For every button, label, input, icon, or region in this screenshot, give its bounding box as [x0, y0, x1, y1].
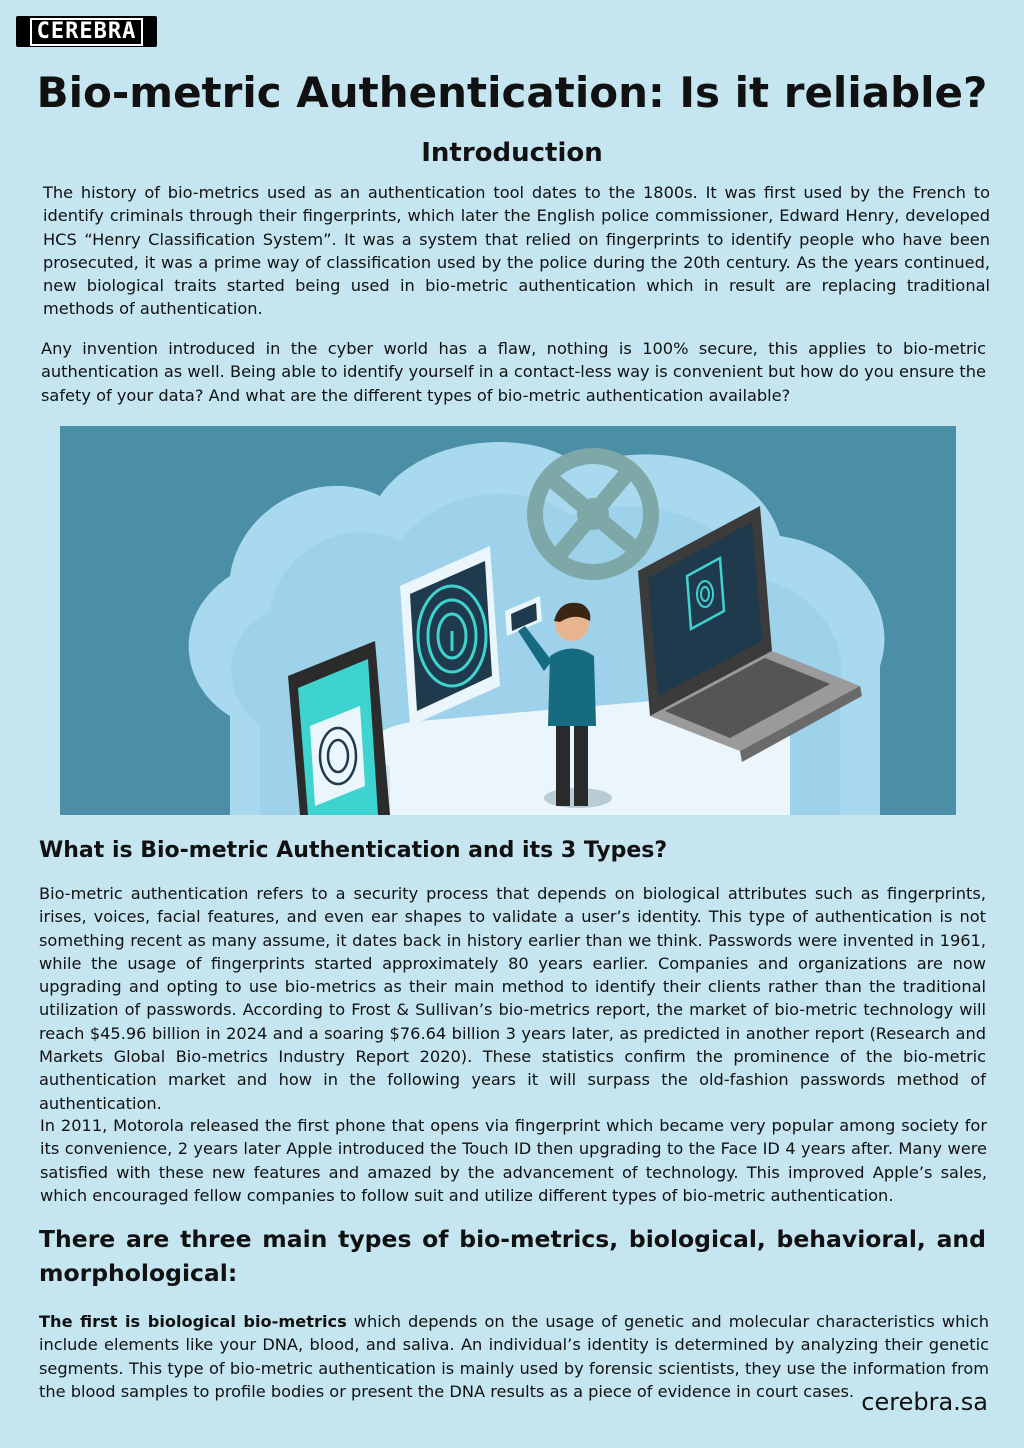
biological-text: which depends on the usage of genetic and molecular characteristics which include elements like your DNA, blood, and saliva. An individual’s identity is determined by analyzing their genetic segments. This type of bio-metric authentication is mainly used by forensic scientists, they use the information from the blood samples to profile bodies or present the DNA results as a piece of evidence in court cases. — [39, 1312, 989, 1401]
section1-paragraph-2: In 2011, Motorola released the first phone that opens via fingerprint which became very popular among society for its convenience, 2 years later Apple introduced the Touch ID then upgrading to the Face ID 4 years after. Many were satisfied with these new features and amazed by the advancement of technology. This improved Apple’s sales, which encouraged fellow companies to follow suit and utilize different types of bio-metric authentication. — [40, 1116, 987, 1205]
biometric-illustration — [60, 426, 956, 815]
intro-heading: Introduction — [421, 138, 603, 168]
section-heading-what-is: What is Bio-metric Authentication and its 3 Types? — [39, 838, 668, 863]
intro-paragraph-1: The history of bio-metrics used as an authentication tool dates to the 1800s. It was first used by the French to identify criminals through their fingerprints, which later the English police commissioner, Edward Henry, developed HCS “Henry Classification System”. It was a system that relied on fingerprints to identify people who have been prosecuted, it was a prime way of classification used by the police during the 20th century. As the years continued, new biological traits started being used in bio-metric authentication which in result are replacing traditional methods of authentication. — [43, 183, 990, 319]
page-title: Bio-metric Authentication: Is it reliable? — [36, 68, 988, 117]
biological-lead: The first is biological bio-metrics — [39, 1312, 347, 1331]
section-heading-three-types: There are three main types of bio-metrics, biological, behavioral, and morphological: — [39, 1225, 986, 1287]
footer-url[interactable]: cerebra.sa — [861, 1388, 988, 1416]
logo-text: CEREBRA — [30, 18, 144, 46]
section1-paragraph-1: Bio-metric authentication refers to a security process that depends on biological attributes such as fingerprints, irises, voices, facial features, and even ear shapes to validate a user’s identity. This type of authentication is not something recent as many assume, it dates back in history earlier than we think. Passwords were invented in 1961, while the usage of fingerprints started approximately 80 years earlier. Companies and organizations are now upgrading and opting to use bio-metrics as their main method to identify their clients rather than the traditional utilization of passwords. According to Frost & Sullivan’s bio-metrics report, the market of bio-metric technology will reach $45.96 billion in 2024 and a soaring $76.64 billion 3 years later, as predicted in another report (Research and Markets Global Bio-metrics Industry Report 2020). These statistics confirm the prominence of the bio-metric authentication market and how in the following years it will surpass the old-fashion passwords method of authentication. — [39, 884, 986, 1113]
section2-paragraph — [39, 1310, 989, 1403]
intro-paragraph-2: Any invention introduced in the cyber world has a flaw, nothing is 100% secure, this applies to bio-metric authentication as well. Being able to identify yourself in a contact-less way is convenient but how do you ensure the safety of your data? And what are the different types of bio-metric authentication available? — [41, 339, 986, 405]
cerebra-logo — [16, 16, 157, 47]
